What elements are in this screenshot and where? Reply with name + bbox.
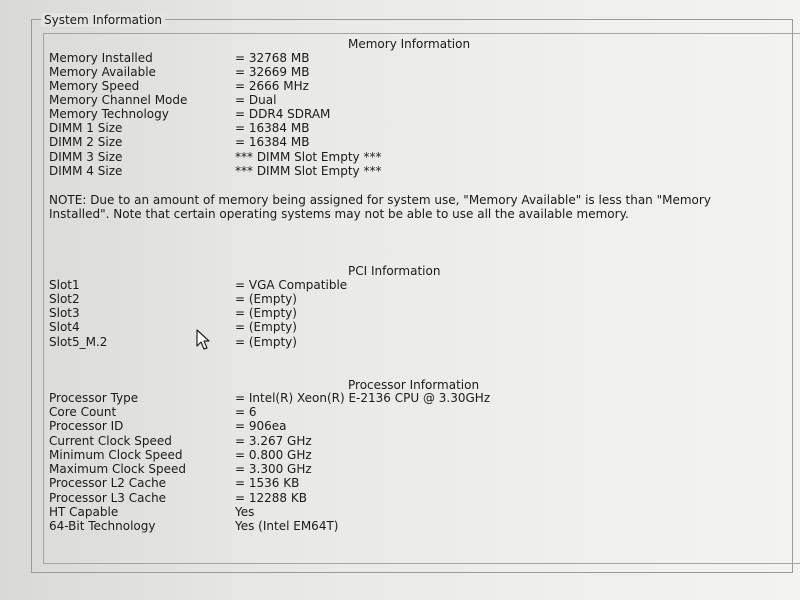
row-label: Slot5_M.2 [49,335,108,349]
row-label: Memory Technology [49,107,169,121]
row-label: Processor Type [49,391,139,405]
pci-section-title: PCI Information [348,264,441,278]
row-label: Slot3 [49,306,80,320]
row-label: Processor L3 Cache [49,491,167,505]
row-label: DIMM 3 Size [49,150,123,164]
row-value: = Intel(R) Xeon(R) E-2136 CPU @ 3.30GHz [235,391,491,405]
row-label: Memory Speed [49,79,140,93]
mouse-pointer-icon [196,329,212,351]
memory-note: NOTE: Due to an amount of memory being assigned for system use, "Memory Available" is less than "Memory Installed". Note that certain operating systems may not be able to use all the available memory. [49,193,711,221]
row-value: = 3.267 GHz [235,434,312,448]
row-value: = 12288 KB [235,491,307,505]
row-value: Yes [235,505,255,519]
row-value: Yes (Intel EM64T) [235,519,339,533]
row-value: = (Empty) [235,306,297,320]
row-label: DIMM 4 Size [49,164,123,178]
row-label: Memory Channel Mode [49,93,188,107]
row-label: Minimum Clock Speed [49,448,183,462]
row-value: = 16384 MB [235,121,310,135]
row-value: = (Empty) [235,335,297,349]
row-value: = (Empty) [235,320,297,334]
row-label: Core Count [49,405,117,419]
row-value: = 2666 MHz [235,79,309,93]
row-label: Maximum Clock Speed [49,462,186,476]
row-label: DIMM 2 Size [49,135,123,149]
row-label: Memory Installed [49,51,153,65]
row-value: = 3.300 GHz [235,462,312,476]
row-label: DIMM 1 Size [49,121,123,135]
processor-section-title: Processor Information [348,378,480,392]
row-label: Memory Available [49,65,156,79]
row-value: *** DIMM Slot Empty *** [235,164,382,178]
row-label: 64-Bit Technology [49,519,156,533]
row-label: Current Clock Speed [49,434,172,448]
row-label: Slot1 [49,278,80,292]
row-value: = Dual [235,93,277,107]
row-label: Slot2 [49,292,80,306]
row-value: *** DIMM Slot Empty *** [235,150,382,164]
row-value: = VGA Compatible [235,278,348,292]
row-label: Processor ID [49,419,124,433]
row-value: = 0.800 GHz [235,448,312,462]
row-value: = 6 [235,405,257,419]
row-value: = 32768 MB [235,51,310,65]
group-title: System Information [41,13,165,27]
row-label: Slot4 [49,320,80,334]
row-value: = (Empty) [235,292,297,306]
row-label: HT Capable [49,505,119,519]
memory-section-title: Memory Information [348,37,471,51]
row-label: Processor L2 Cache [49,476,167,490]
row-value: = 16384 MB [235,135,310,149]
row-value: = 906ea [235,419,287,433]
row-value: = DDR4 SDRAM [235,107,331,121]
row-value: = 32669 MB [235,65,310,79]
row-value: = 1536 KB [235,476,300,490]
